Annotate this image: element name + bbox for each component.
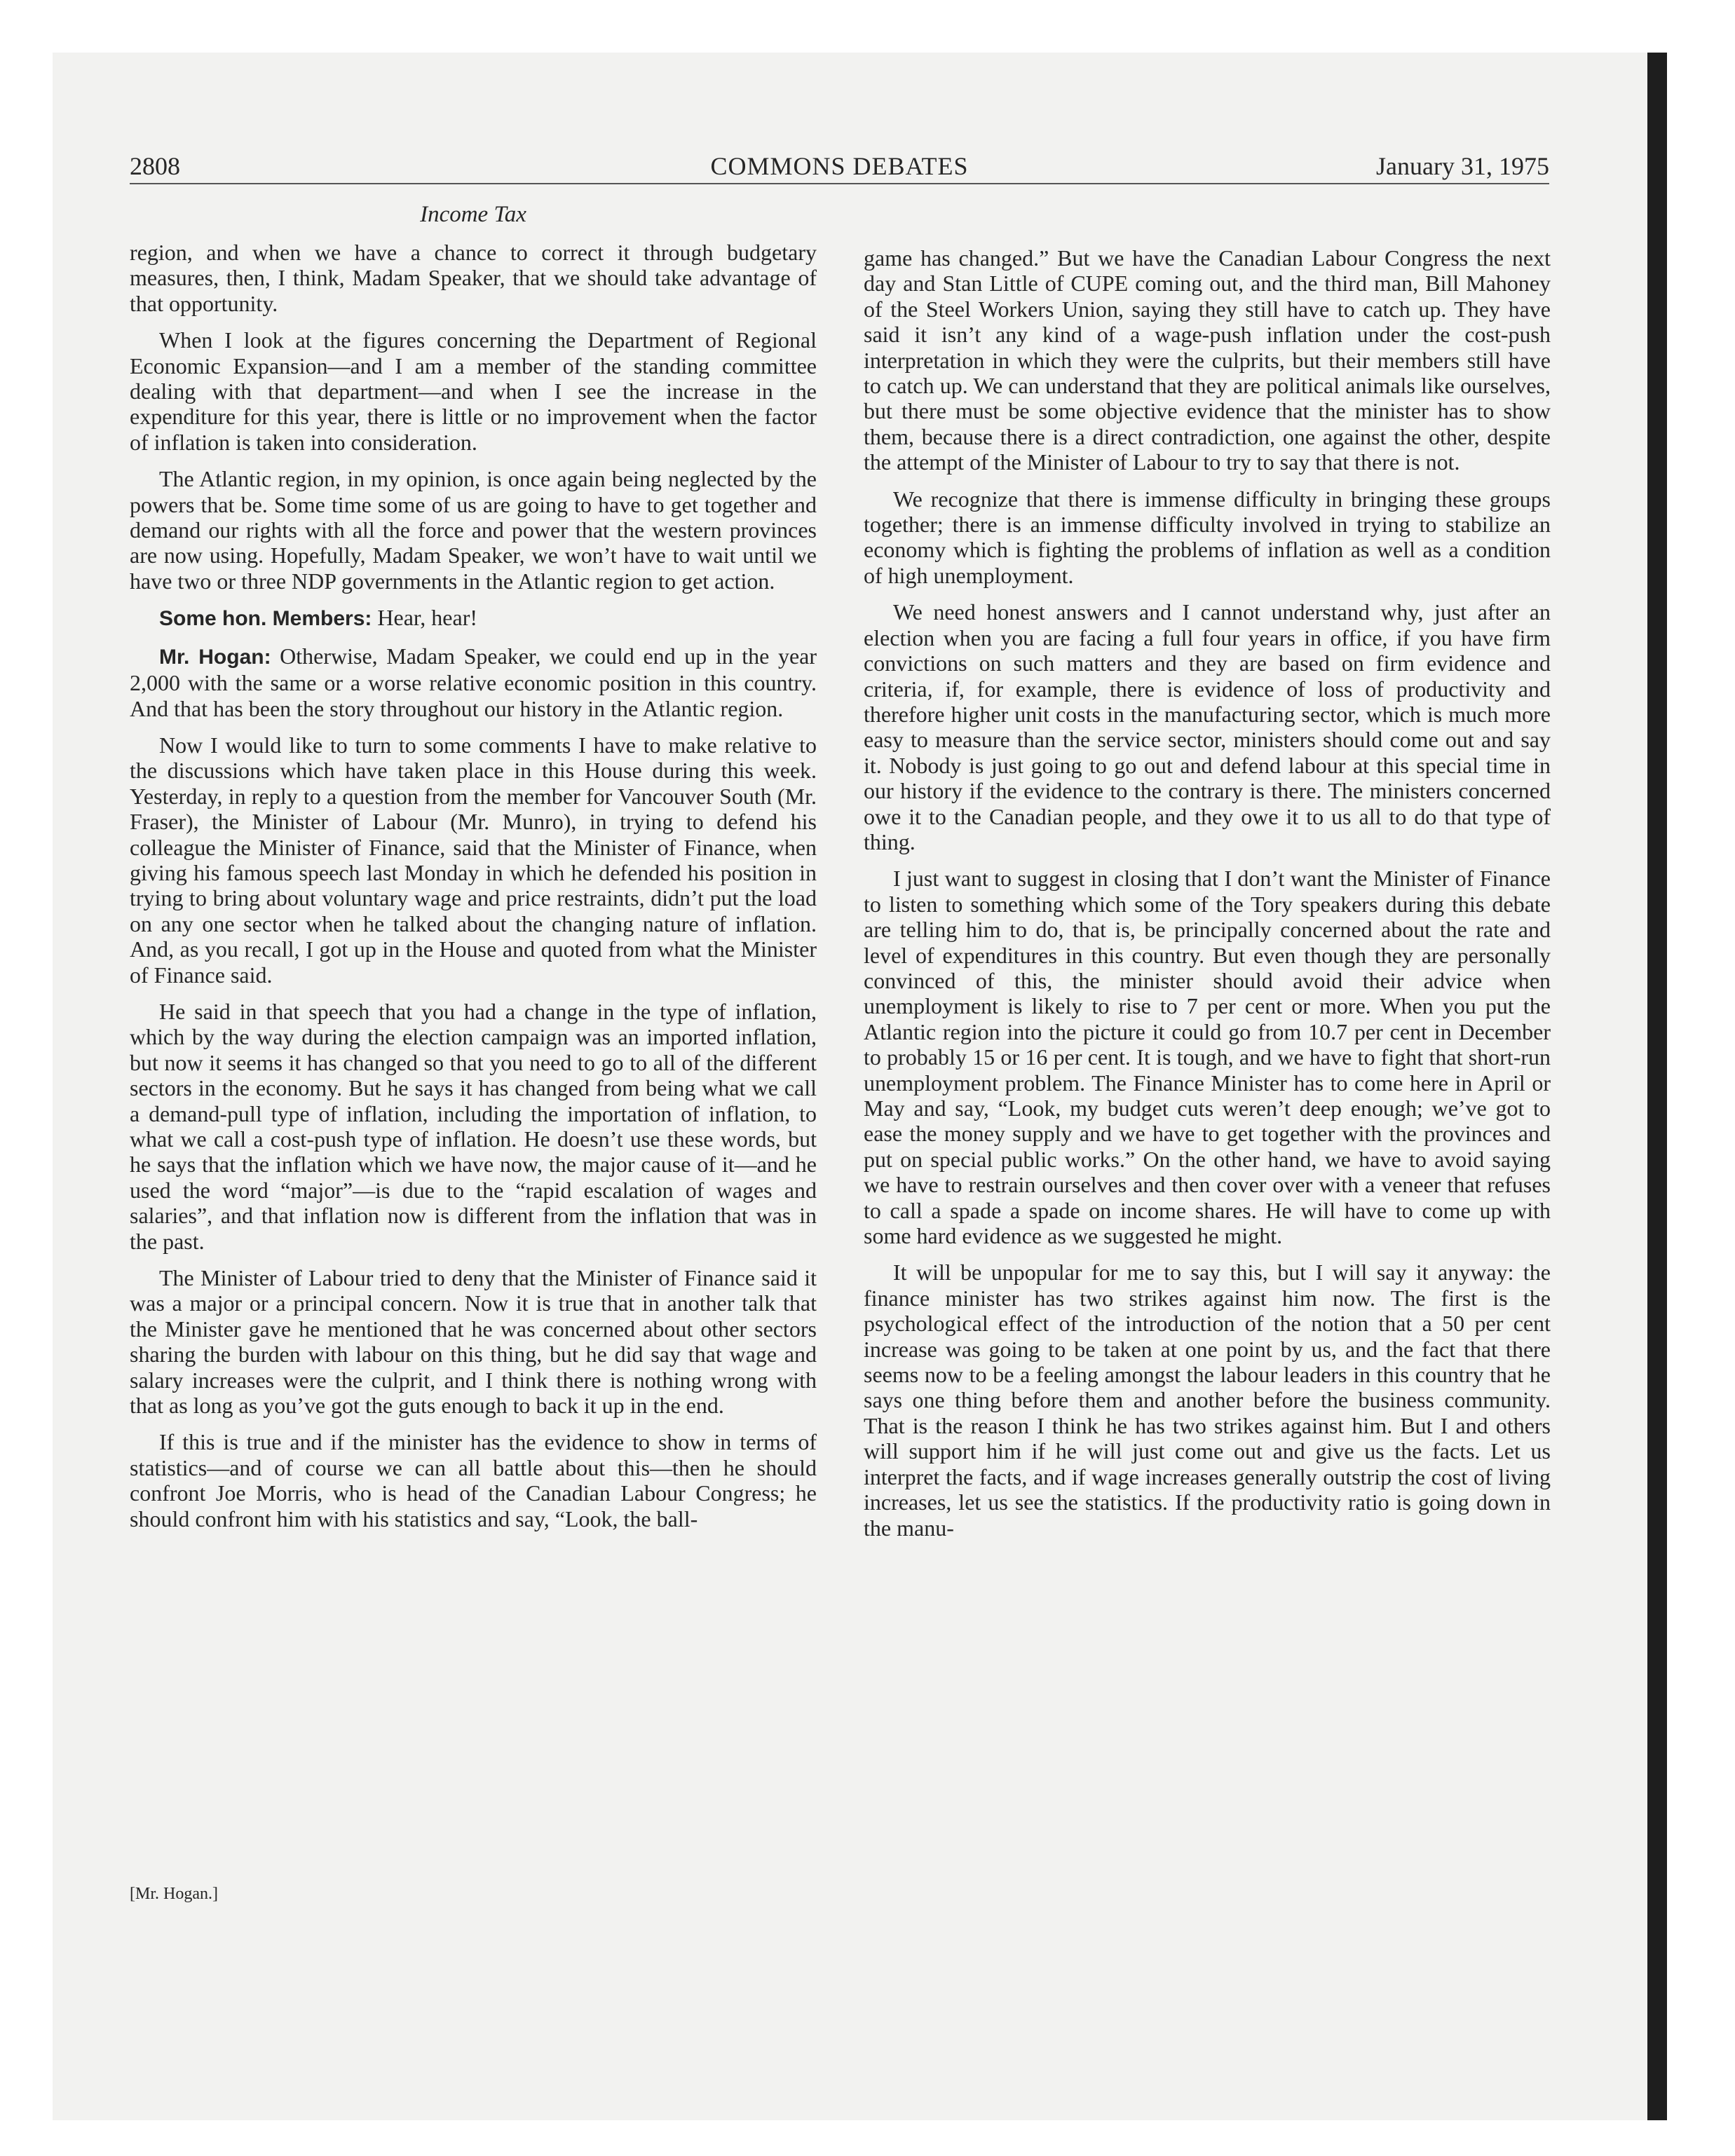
paragraph: game has changed.” But we have the Canadian Labour Congress the next day and Stan Little of CUPE coming out, and the third man, Bill Mahoney of the Steel Workers Union, saying they still have to catch up. They have said it isn’t any kind of a wage-push inflation under the cost-push interpretation in which they were the culprits, but their members still have to catch up. We can understand that they are political animals like ourselves, but there must be some objective evidence that the minister has to show them, because there is a direct contradiction, one against the other, despite the attempt of the Minister of Labour to try to say that there is not.: [864, 245, 1551, 475]
paragraph: When I look at the figures concerning the Department of Regional Economic Expansion—and I am a member of the standing committee dealing with that department—and when I see the increase in the expenditure for this year, there is little or no improvement when the factor of inflation is taken into consideration.: [130, 327, 817, 455]
binding-edge: [1647, 53, 1667, 2120]
right-column: [864, 245, 1551, 1552]
paragraph: He said in that speech that you had a change in the type of inflation, which by the way during the election campaign was an imported inflation, but now it seems it has changed so that you need to go to all of the different sectors in the economy. But he says it has changed from being what we call a demand-pull type of inflation, including the importation of inflation, to what we call a cost-push type of inflation. He doesn’t use these words, but he says that the inflation which we have now, the major cause of it—and he used the word “major”—is due to the “rapid escalation of wages and salaries”, and that inflation now is different from the inflation that was in the past.: [130, 998, 817, 1254]
paragraph: region, and when we have a chance to correct it through budgetary measures, then, I think, Madam Speaker, that we should take advantage of that opportunity.: [130, 240, 817, 316]
speaker-attribution: [Mr. Hogan.]: [130, 1885, 218, 1903]
running-header: [130, 151, 1549, 184]
paragraph: Now I would like to turn to some comments I have to make relative to the discussions which have taken place in this House during this week. Yesterday, in reply to a question from the member for Vancouver South (Mr. Fraser), the Minister of Labour (Mr. Munro), in trying to defend his colleague the Minister of Finance, said that the Minister of Finance, when giving his famous speech last Monday in which he defended his position in trying to bring about voluntary wage and price restraints, didn’t put the load on any one sector when he talked about the changing nature of inflation. And, as you recall, I got up in the House and quoted from what the Minister of Finance said.: [130, 732, 817, 988]
speaker-label: Some hon. Members:: [159, 607, 372, 631]
paragraph: If this is true and if the minister has the evidence to show in terms of statistics—and of course we can all battle about this—then he should confront Joe Morris, who is head of the Canadian Labour Congress; he should confront him with his statistics and say, “Look, the ball-: [130, 1429, 817, 1531]
paragraph: It will be unpopular for me to say this, but I will say it anyway: the finance minister has two strikes against him now. The first is the psychological effect of the introduction of the notion that a 50 per cent increase was going to be taken at one point by us, and the fact that there seems now to be a feeling amongst the labour leaders in this country that he says one thing before them and another before the business community. That is the reason I think he has two strikes against him. But I and others will support him if he will just come out and give us the facts. Let us interpret the facts, and if wage increases generally outstrip the cost of living increases, let us see the statistics. If the productivity ratio is going down in the manu-: [864, 1260, 1551, 1541]
section-heading: Income Tax: [420, 202, 526, 227]
paragraph: The Atlantic region, in my opinion, is once again being neglected by the powers that be. Some time some of us are going to have to get together and demand our rights with all the force and power that the western provinces are now using. Hopefully, Madam Speaker, we won’t have to wait until we have two or three NDP governments in the Atlantic region to get action.: [130, 466, 817, 594]
paragraph: I just want to suggest in closing that I don’t want the Minister of Finance to listen to something which some of the Tory speakers during this debate are telling him to do, that is, be principally concerned about the rate and level of expenditures in this country. But even though they are personally convinced of this, the minister should avoid their advice when unemployment is likely to rise to 7 per cent or more. When you put the Atlantic region into the picture it could go from 10.7 per cent in December to probably 15 or 16 per cent. It is tough, and we have to fight that short-run unemployment problem. The Finance Minister has to come here in April or May and say, “Look, my budget cuts weren’t deep enough; we’ve got to ease the money supply and we have to get together with the provinces and put on special public works.” On the other hand, we have to avoid saying we have to restrain ourselves and then cover over with a veneer that refuses to call a spade a spade on income shares. He will have to come up with some hard evidence as we suggested he might.: [864, 866, 1551, 1249]
speech-text: Hear, hear!: [377, 605, 477, 631]
left-column: [130, 240, 817, 1543]
speech-text: Otherwise, Madam Speaker, we could end up in the year 2,000 with the same or a worse relative economic position in this country. And that has been the story throughout our history in the Atlantic region.: [130, 643, 817, 721]
interjection-paragraph: [130, 605, 817, 632]
page-number: 2808: [130, 152, 180, 180]
paragraph: We need honest answers and I cannot understand why, just after an election when you are facing a full four years in office, if you have firm convictions on such matters and they are based on firm evidence and criteria, if, for example, there is evidence of loss of productivity and therefore higher unit costs in the manufacturing sector, which is much more easy to measure than the service sector, ministers should come out and say it. Nobody is just going to go out and defend labour at this special time in our history if the evidence to the contrary is there. The ministers concerned owe it to the Canadian people, and they owe it to us all to do that type of thing.: [864, 599, 1551, 854]
page-date: January 31, 1975: [1376, 152, 1549, 180]
journal-title: COMMONS DEBATES: [710, 152, 969, 180]
paragraph: We recognize that there is immense difficulty in bringing these groups together; there is an immense difficulty involved in trying to stabilize an economy which is fighting the problems of inflation as well as a condition of high unemployment.: [864, 486, 1551, 588]
speaker-label: Mr. Hogan:: [159, 645, 271, 669]
paragraph: The Minister of Labour tried to deny that the Minister of Finance said it was a major or a principal concern. Now it is true that in another talk that the Minister gave he mentioned that he was concerned about other sectors sharing the burden with labour on this thing, but he did say that wage and salary increases were the culprit, and I think there is nothing wrong with that as long as you’ve got the guts enough to back it up in the end.: [130, 1265, 817, 1419]
speech-paragraph: [130, 643, 817, 721]
